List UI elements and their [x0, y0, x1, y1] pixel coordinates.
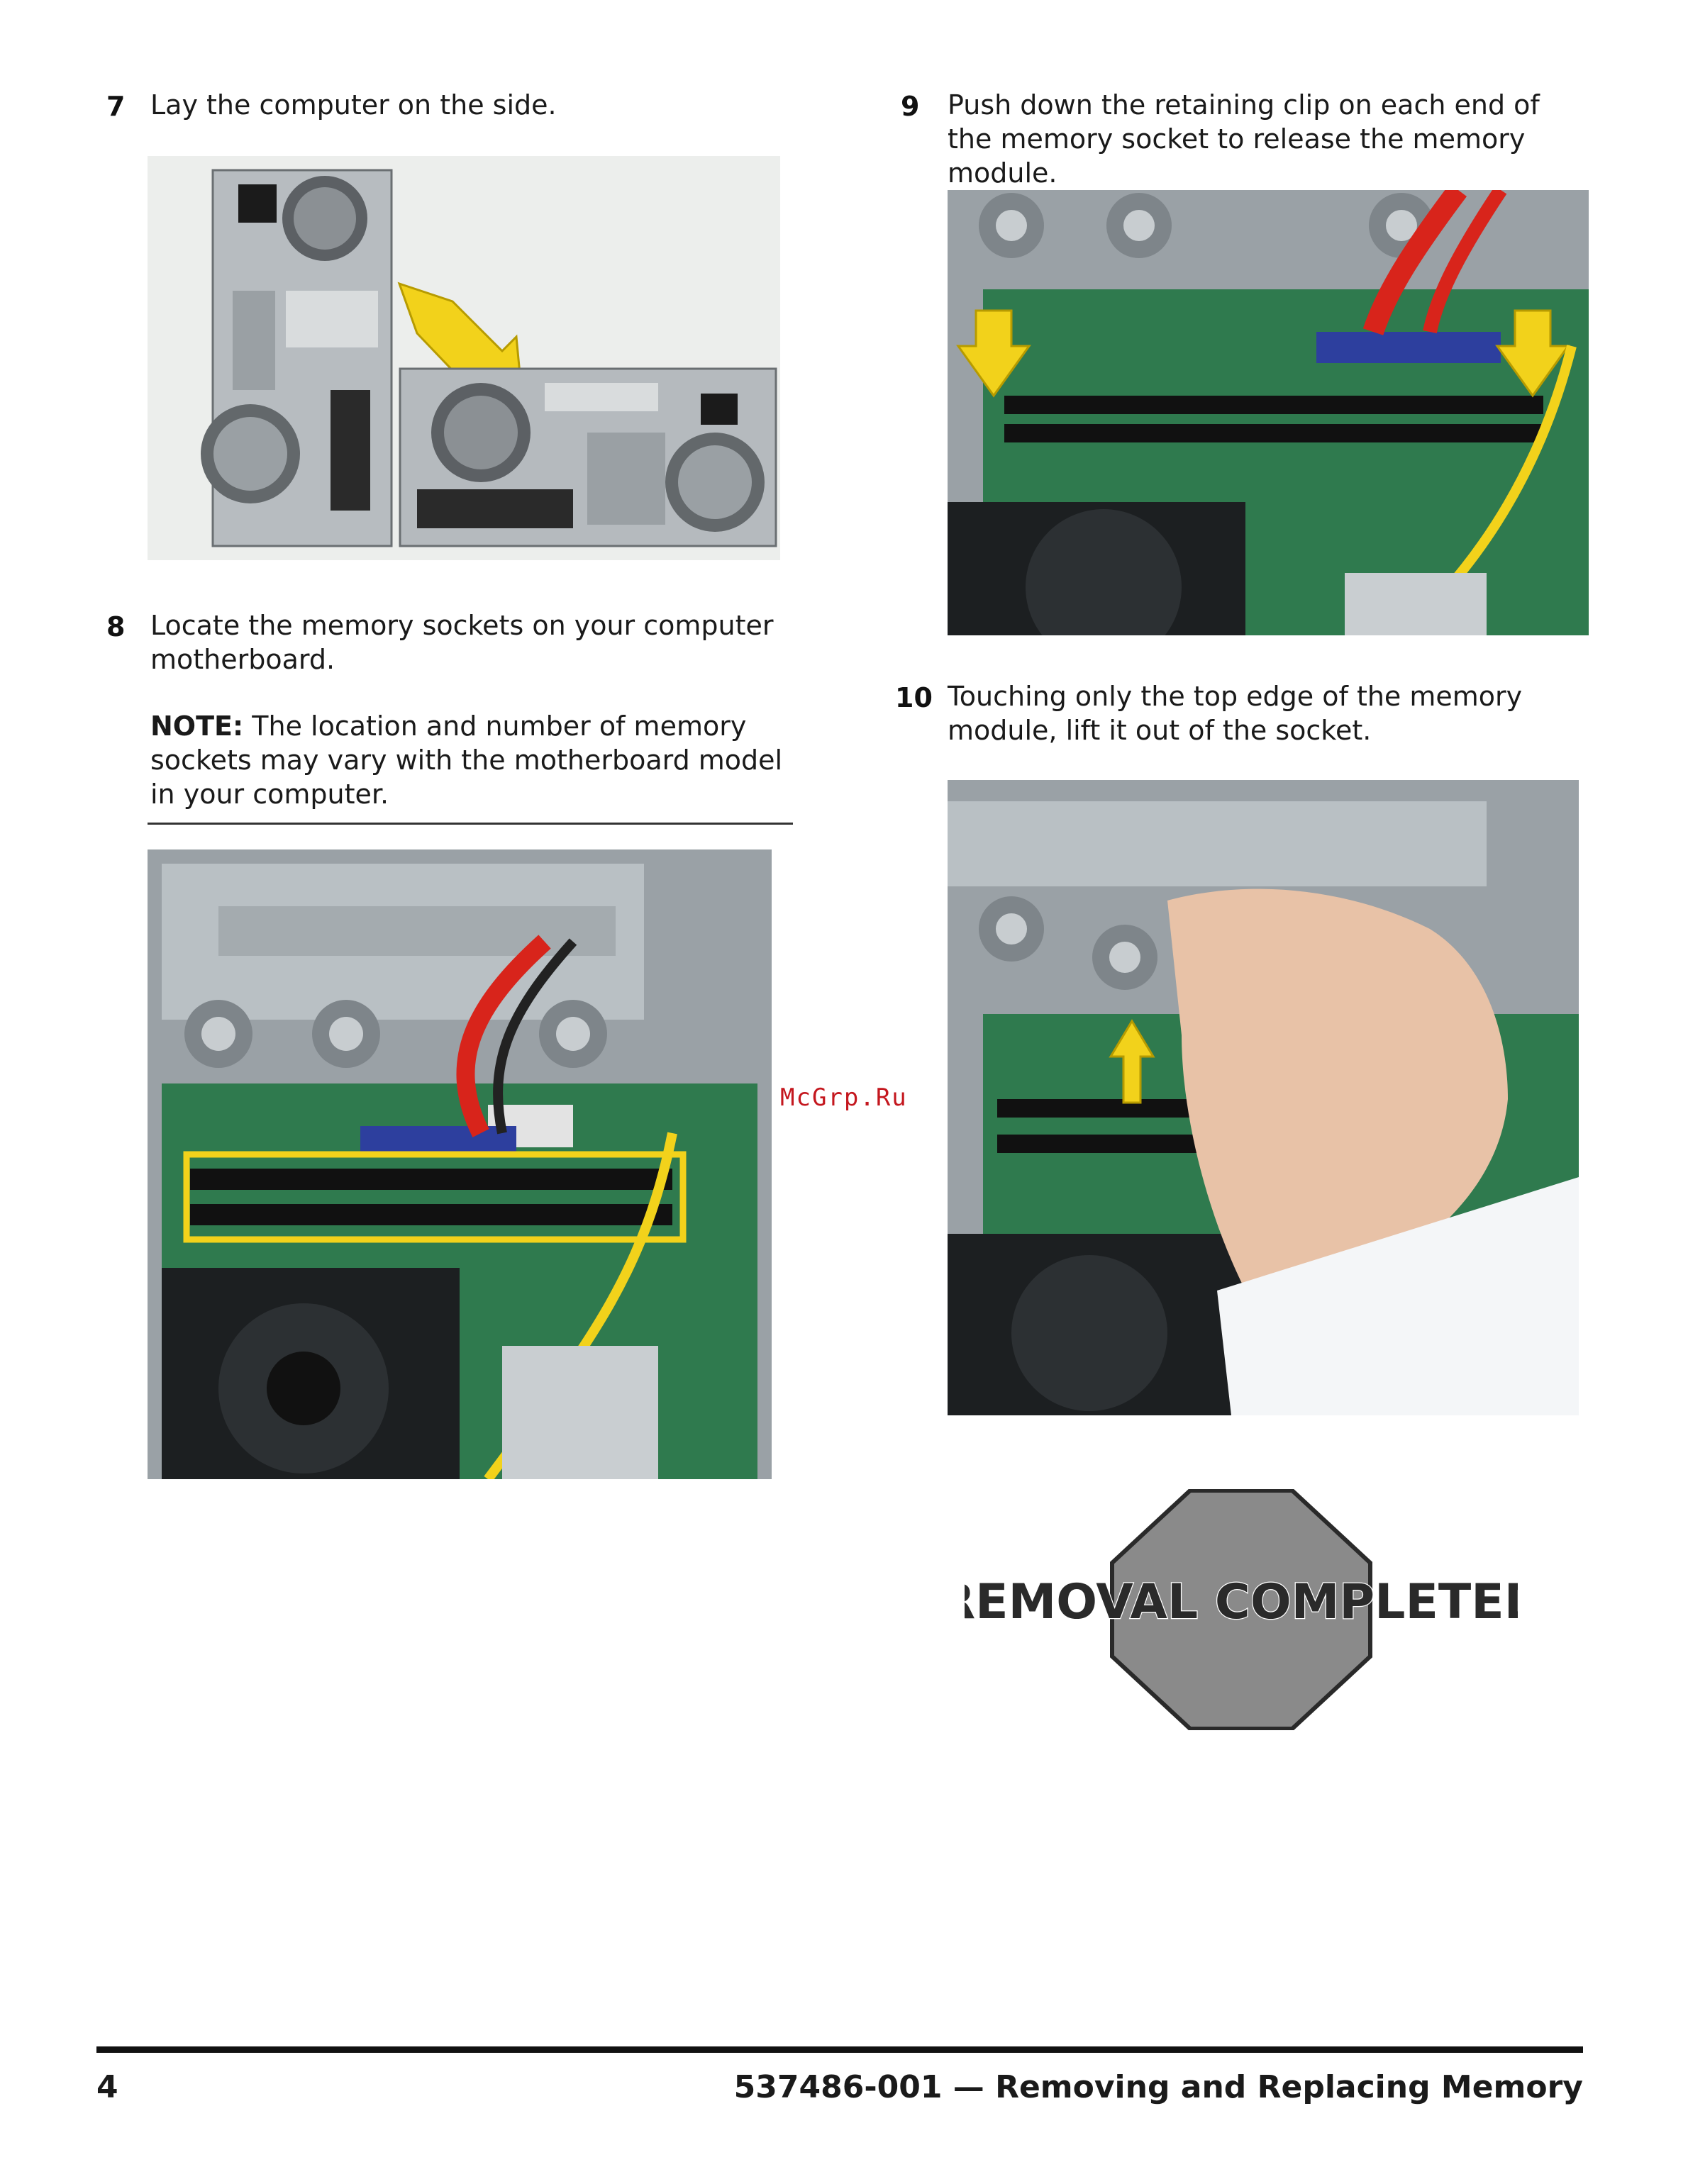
watermark: McGrp.Ru	[780, 1083, 908, 1112]
photo-retaining-clips	[948, 190, 1589, 635]
note-label: NOTE:	[150, 711, 244, 742]
note	[150, 709, 789, 811]
step-10-number: 10	[895, 682, 933, 713]
stamp-text: REMOVAL COMPLETED	[965, 1574, 1518, 1630]
step-8-number: 8	[106, 611, 126, 642]
step-7-number: 7	[106, 91, 126, 122]
step-9-text: Push down the retaining clip on each end of the memory socket to release the memory module.	[948, 89, 1540, 189]
photo-lift-module	[948, 780, 1579, 1415]
step-8-text: Locate the memory sockets on your computer motherboard.	[150, 610, 774, 675]
note-body: The location and number of memory sockets may vary with the motherboard model in your computer.	[150, 711, 783, 810]
step-9-number: 9	[901, 91, 920, 122]
footer-rule	[96, 2046, 1583, 2053]
removal-completed-stamp	[965, 1489, 1518, 1730]
footer-doc-title: 537486-001 — Removing and Replacing Memory	[733, 2069, 1583, 2105]
page-number: 4	[96, 2069, 118, 2105]
step-7-text: Lay the computer on the side.	[150, 89, 557, 121]
photo-computer-on-side	[148, 156, 780, 560]
step-10-text: Touching only the top edge of the memory module, lift it out of the socket.	[948, 681, 1523, 746]
photo-memory-sockets	[148, 849, 772, 1479]
note-divider	[148, 823, 793, 825]
